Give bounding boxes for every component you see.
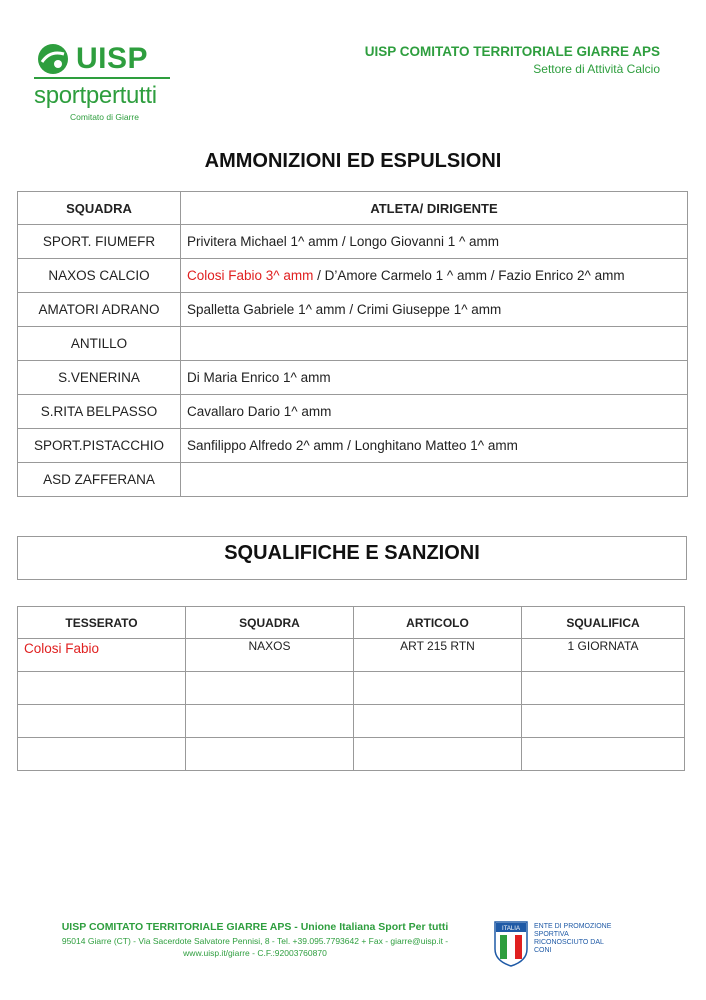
cell-squadra: [186, 705, 354, 738]
footer-address: 95014 Giarre (CT) - Via Sacerdote Salvatore Pennisi, 8 - Tel. +39.095.7793642 + Fax - giarre@uisp.it - www.uisp.it/giarre - C.F.:92003760870: [61, 936, 449, 958]
athlete-text: Spalletta Gabriele 1^ amm / Crimi Giuseppe 1^ amm: [187, 302, 502, 317]
athlete-text: Cavallaro Dario 1^ amm: [187, 404, 332, 419]
cell-articolo: [354, 672, 522, 705]
col-articolo: ARTICOLO: [354, 607, 522, 639]
table-row: [18, 327, 688, 361]
table-row: [18, 293, 688, 327]
logo-sub: Comitato di Giarre: [70, 112, 139, 122]
table-header-row: [18, 192, 688, 225]
row-squadra: NAXOS CALCIO: [18, 259, 181, 293]
cell-squadra: [186, 738, 354, 771]
cell-squalifica: 1 GIORNATA: [522, 639, 685, 672]
table-row: [18, 429, 688, 463]
cell-squalifica: [522, 705, 685, 738]
row-atleta: [181, 259, 688, 293]
logo-tagline: sportpertutti: [34, 82, 157, 109]
row-atleta: [181, 463, 688, 497]
org-name: UISP COMITATO TERRITORIALE GIARRE APS: [364, 44, 660, 59]
row-squadra: S.RITA BELPASSO: [18, 395, 181, 429]
squalifiche-title: SQUALIFICHE E SANZIONI: [224, 542, 480, 564]
football-player-icon: [36, 42, 70, 76]
cell-articolo: [354, 738, 522, 771]
col-atleta: ATLETA/ DIRIGENTE: [181, 192, 688, 225]
cell-articolo: ART 215 RTN: [354, 639, 522, 672]
row-squadra: AMATORI ADRANO: [18, 293, 181, 327]
table-row: [18, 463, 688, 497]
col-tesserato: TESSERATO: [18, 607, 186, 639]
ammonizioni-title: AMMONIZIONI ED ESPULSIONI: [204, 150, 502, 172]
row-atleta: [181, 429, 688, 463]
athlete-text: / D’Amore Carmelo 1 ^ amm / Fazio Enrico 2^ amm: [313, 268, 625, 283]
cell-squalifica: [522, 672, 685, 705]
table-row: [18, 361, 688, 395]
squalifiche-title-box: [17, 536, 687, 580]
coni-badge: [494, 921, 614, 969]
cell-tesserato: Colosi Fabio: [18, 639, 186, 672]
athlete-text: Privitera Michael 1^ amm / Longo Giovanni 1 ^ amm: [187, 234, 500, 249]
table-row: [18, 225, 688, 259]
table-row: [18, 738, 685, 771]
org-sector: Settore di Attività Calcio: [533, 62, 660, 76]
col-squalifica: SQUALIFICA: [522, 607, 685, 639]
row-atleta: [181, 293, 688, 327]
row-squadra: SPORT. FIUMEFR: [18, 225, 181, 259]
cell-articolo: [354, 705, 522, 738]
table-header-row: [18, 607, 685, 639]
svg-text:ITALIA: ITALIA: [502, 926, 520, 932]
squalifiche-table: [17, 606, 685, 771]
uisp-logo: [34, 40, 174, 126]
logo-name: UISP: [76, 42, 149, 75]
table-row: [18, 639, 685, 672]
ammonizioni-table: [17, 191, 688, 497]
row-atleta: [181, 225, 688, 259]
col-squadra: SQUADRA: [18, 192, 181, 225]
row-squadra: ANTILLO: [18, 327, 181, 361]
row-atleta: [181, 361, 688, 395]
row-squadra: SPORT.PISTACCHIO: [18, 429, 181, 463]
coni-text: ENTE DI PROMOZIONE SPORTIVA RICONOSCIUTO DAL CONI: [534, 923, 612, 954]
col-squadra: SQUADRA: [186, 607, 354, 639]
athlete-text: Di Maria Enrico 1^ amm: [187, 370, 331, 385]
header-org: [365, 44, 660, 76]
row-atleta: [181, 395, 688, 429]
cell-squadra: NAXOS: [186, 639, 354, 672]
row-squadra: ASD ZAFFERANA: [18, 463, 181, 497]
athlete-text: Sanfilippo Alfredo 2^ amm / Longhitano Matteo 1^ amm: [187, 438, 518, 453]
table-row: [18, 672, 685, 705]
cell-tesserato: [18, 738, 186, 771]
row-squadra: S.VENERINA: [18, 361, 181, 395]
cell-squalifica: [522, 738, 685, 771]
logo-rule: [34, 77, 170, 79]
highlighted-athlete: Colosi Fabio 3^ amm: [187, 268, 314, 283]
cell-squadra: [186, 672, 354, 705]
cell-tesserato: [18, 672, 186, 705]
cell-tesserato: [18, 705, 186, 738]
table-row: [18, 395, 688, 429]
table-row: [18, 705, 685, 738]
italia-shield-icon: [494, 921, 528, 967]
footer: [30, 921, 480, 959]
table-row: [18, 259, 688, 293]
row-atleta: [181, 327, 688, 361]
footer-title: UISP COMITATO TERRITORIALE GIARRE APS - Unione Italiana Sport Per tutti: [61, 921, 449, 933]
